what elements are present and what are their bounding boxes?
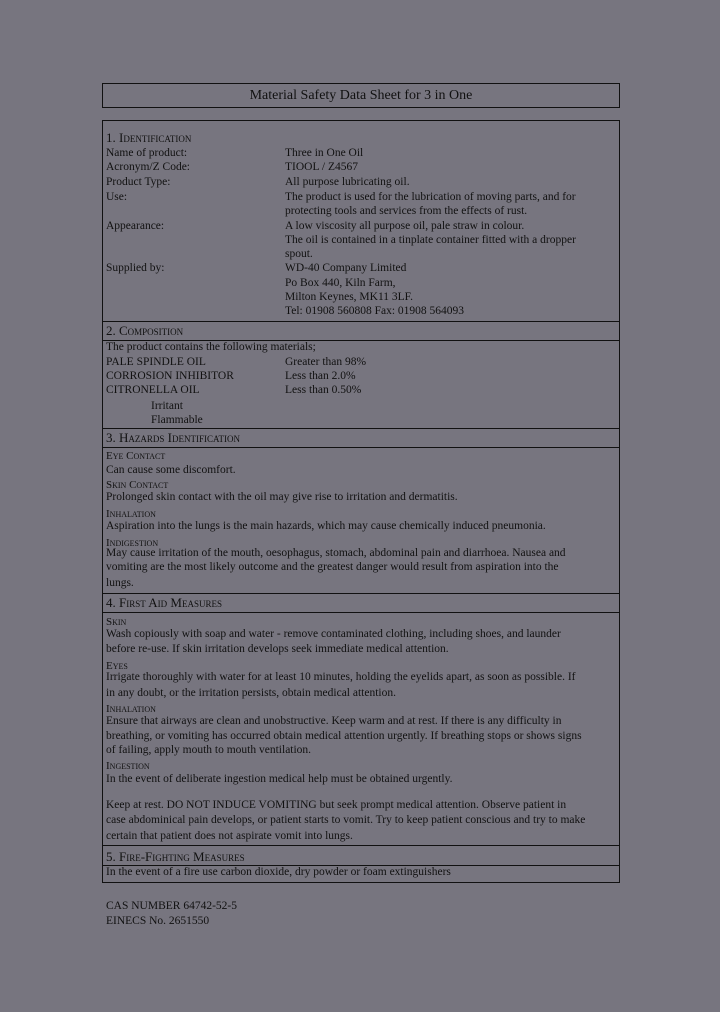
field-value: Milton Keynes, MK11 3LF. [285, 291, 414, 303]
paragraph-line: In the event of deliberate ingestion medical help must be obtained urgently. [106, 773, 453, 785]
divider [102, 428, 620, 429]
field-label: Product Type: [106, 176, 171, 188]
material-amount: Greater than 98% [285, 356, 367, 368]
field-label: Supplied by: [106, 262, 165, 274]
field-value: The oil is contained in a tinplate container fitted with a dropper [285, 234, 576, 246]
paragraph-line: before re-use. If skin irritation develops seek immediate medical attention. [106, 643, 449, 655]
section-heading: 5. Fire-Fighting Measures [106, 849, 245, 864]
material-name: PALE SPINDLE OIL [106, 356, 206, 368]
section-heading: 3. Hazards Identification [106, 430, 240, 445]
field-value: WD-40 Company Limited [285, 262, 407, 274]
field-value: Three in One Oil [285, 147, 364, 159]
paragraph-line: Keep at rest. DO NOT INDUCE VOMITING but seek prompt medical attention. Observe patient in [106, 799, 567, 811]
paragraph-line: case abdominical pain develops, or patient starts to vomit. Try to keep patient conscious and try to make [106, 814, 586, 826]
paragraph-line: of failing, apply mouth to mouth ventilation. [106, 744, 312, 756]
material-name: CITRONELLA OIL [106, 384, 200, 396]
section-heading: 2. Composition [106, 323, 184, 338]
divider [102, 845, 620, 846]
paragraph-line: vomiting are the most likely outcome and the greatest danger would result from aspiration into the [106, 561, 559, 573]
subheading: Inhalation [106, 703, 156, 715]
paragraph-line: Aspiration into the lungs is the main hazards, which may cause chemically induced pneumonia. [106, 520, 546, 532]
document-title: Material Safety Data Sheet for 3 in One [249, 88, 473, 103]
paragraph-line: lungs. [106, 577, 134, 589]
composition-intro: The product contains the following materials; [106, 341, 316, 353]
subheading: Eye Contact [106, 450, 166, 462]
paragraph-line: Prolonged skin contact with the oil may give rise to irritation and dermatitis. [106, 491, 458, 503]
subheading: Ingestion [106, 760, 150, 772]
paragraph-line: in any doubt, or the irritation persists, obtain medical attention. [106, 687, 396, 699]
subheading: Inhalation [106, 508, 156, 520]
field-label: Acronym/Z Code: [106, 161, 190, 173]
field-label: Name of product: [106, 147, 188, 159]
divider [102, 447, 620, 448]
subheading: Indigestion [106, 537, 159, 549]
material-amount: Less than 2.0% [285, 370, 356, 382]
paragraph-line: Can cause some discomfort. [106, 464, 236, 476]
hazard-note: Irritant [151, 400, 183, 412]
field-value: protecting tools and services from the effects of rust. [285, 205, 528, 217]
cas-number: CAS NUMBER 64742-52-5 [106, 900, 237, 912]
paragraph-line: Wash copiously with soap and water - remove contaminated clothing, including shoes, and launder [106, 628, 561, 640]
subheading: Skin [106, 616, 127, 628]
field-value: spout. [285, 248, 313, 260]
field-value: TIOOL / Z4567 [285, 161, 359, 173]
material-name: CORROSION INHIBITOR [106, 370, 234, 382]
subheading: Eyes [106, 660, 128, 672]
field-label: Appearance: [106, 220, 165, 232]
field-value: A low viscosity all purpose oil, pale straw in colour. [285, 220, 525, 232]
field-value: The product is used for the lubrication of moving parts, and for [285, 191, 576, 203]
hazard-note: Flammable [151, 414, 203, 426]
divider [102, 612, 620, 613]
paragraph-line: breathing, or vomiting has occurred obtain medical attention urgently. If breathing stops or shows signs [106, 730, 582, 742]
divider [102, 321, 620, 322]
paragraph-line: Ensure that airways are clean and unobstructive. Keep warm and at rest. If there is any difficulty in [106, 715, 562, 727]
section-heading: 1. Identification [106, 130, 192, 145]
einecs-number: EINECS No. 2651550 [106, 915, 210, 927]
field-value: All purpose lubricating oil. [285, 176, 410, 188]
field-value: Tel: 01908 560808 Fax: 01908 564093 [285, 305, 465, 317]
material-amount: Less than 0.50% [285, 384, 362, 396]
paragraph-line: May cause irritation of the mouth, oesophagus, stomach, abdominal pain and diarrhoea. Nausea and [106, 547, 566, 559]
subheading: Skin Contact [106, 479, 169, 491]
paragraph-line: certain that patient does not aspirate vomit into lungs. [106, 830, 353, 842]
field-value: Po Box 440, Kiln Farm, [285, 277, 396, 289]
paragraph-line: In the event of a fire use carbon dioxide, dry powder or foam extinguishers [106, 866, 451, 878]
paragraph-line: Irrigate thoroughly with water for at least 10 minutes, holding the eyelids apart, as soon as possible. If [106, 671, 576, 683]
section-heading: 4. First Aid Measures [106, 595, 222, 610]
divider [102, 593, 620, 594]
field-label: Use: [106, 191, 128, 203]
